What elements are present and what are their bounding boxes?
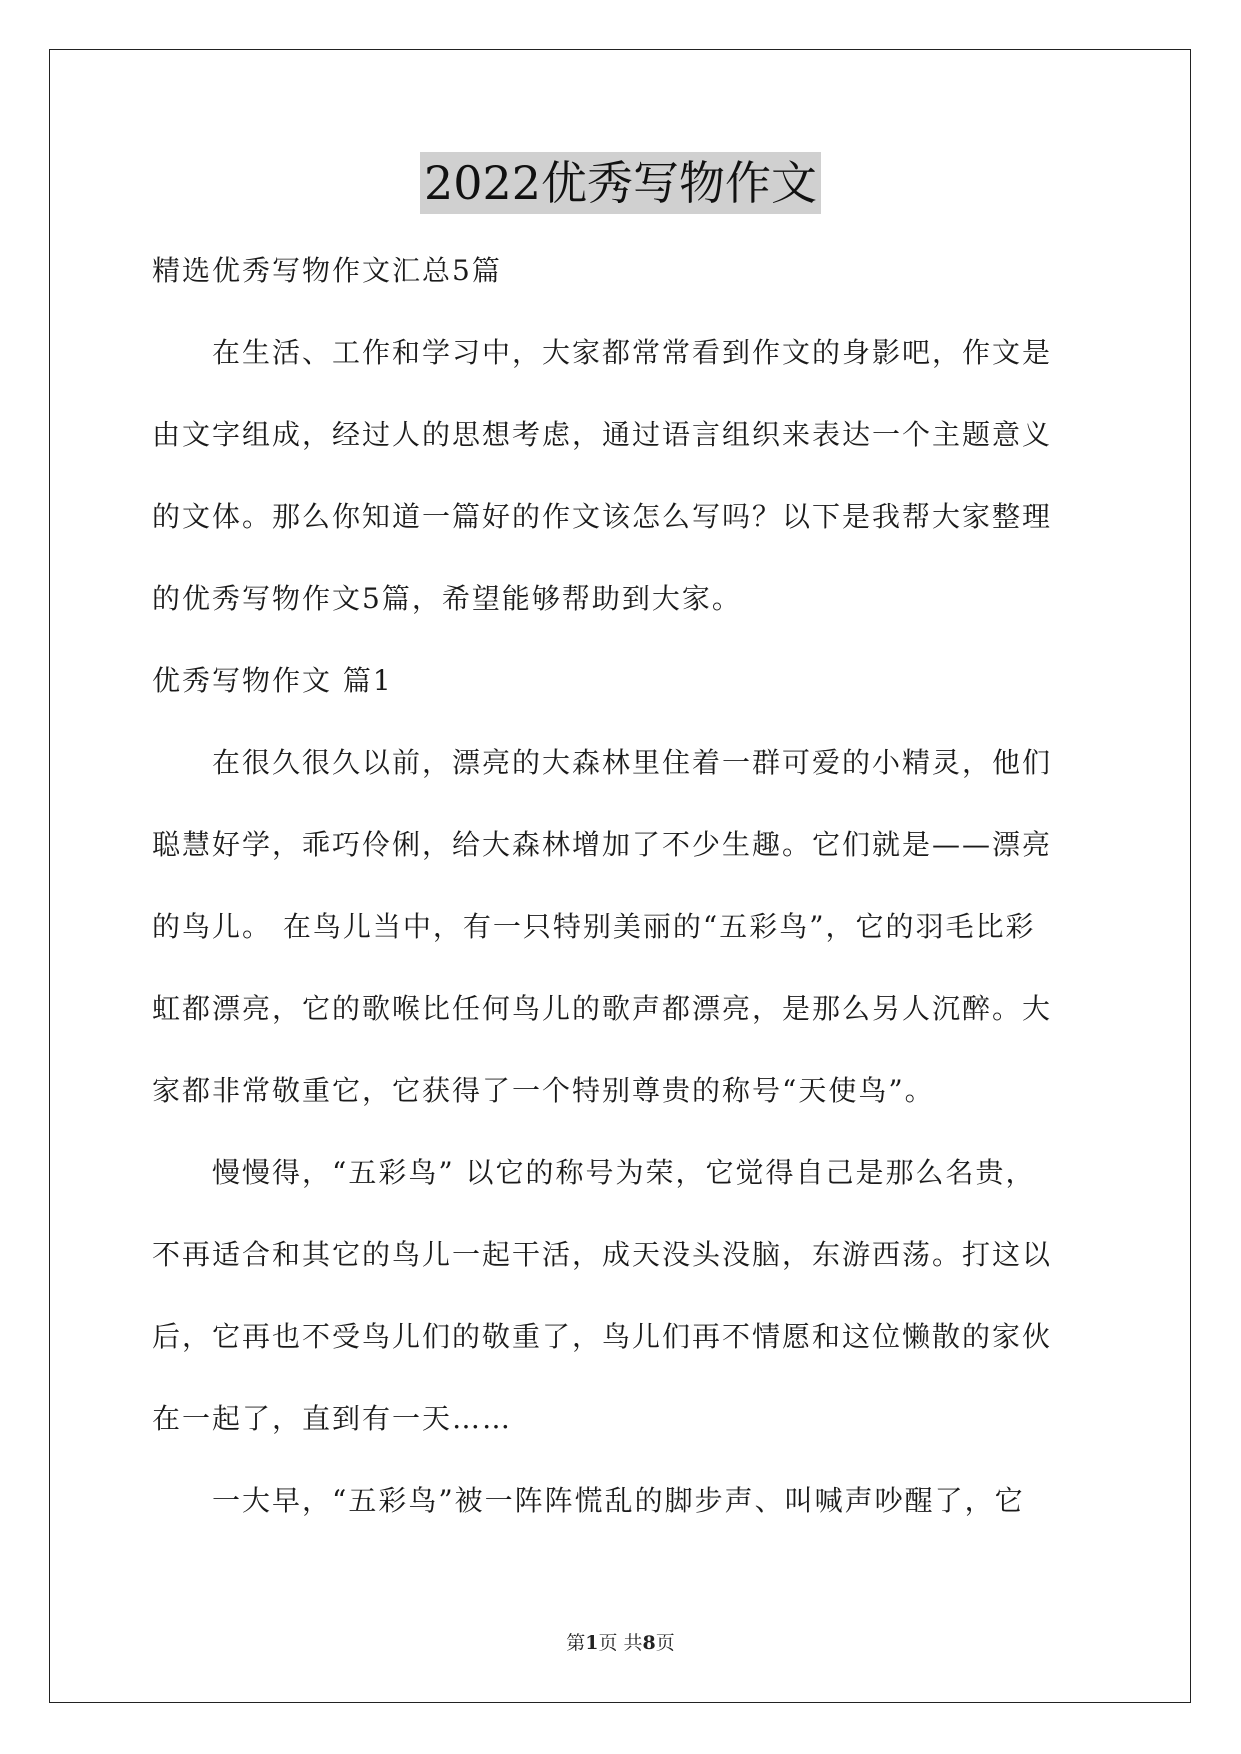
footer-middle: 页 共: [598, 1632, 643, 1654]
text-line: 后，它再也不受鸟儿们的敬重了，鸟儿们再不情愿和这位懒散的家伙: [152, 1320, 1053, 1353]
page-footer: [0, 1628, 1241, 1655]
footer-suffix: 页: [655, 1632, 675, 1654]
text-line: 的优秀写物作文5篇，希望能够帮助到大家。: [152, 582, 742, 615]
text-line: 慢慢得，“五彩鸟” 以它的称号为荣，它觉得自己是那么名贵，: [212, 1156, 1036, 1189]
text-line: 的文体。那么你知道一篇好的作文该怎么写吗？以下是我帮大家整理: [152, 500, 1053, 533]
text-line: 不再适合和其它的鸟儿一起干活，成天没头没脑，东游西荡。打这以: [152, 1238, 1053, 1271]
footer-total-pages: 8: [642, 1632, 656, 1654]
title-container: [0, 152, 1241, 214]
text-line: 的鸟儿。 在鸟儿当中，有一只特别美丽的“五彩鸟”，它的羽毛比彩: [152, 910, 1036, 943]
footer-page-number: 1: [585, 1632, 599, 1654]
text-line: 家都非常敬重它，它获得了一个特别尊贵的称号“天使鸟”。: [152, 1074, 935, 1107]
text-line: 在一起了，直到有一天……: [152, 1402, 513, 1435]
text-line: 在很久很久以前，漂亮的大森林里住着一群可爱的小精灵，他们: [212, 746, 1053, 779]
text-line: 在生活、工作和学习中，大家都常常看到作文的身影吧，作文是: [212, 336, 1053, 369]
text-line: 虹都漂亮，它的歌喉比任何鸟儿的歌声都漂亮，是那么另人沉醉。大: [152, 992, 1053, 1025]
text-line: 一大早，“五彩鸟”被一阵阵慌乱的脚步声、叫喊声吵醒了，它: [212, 1484, 1025, 1517]
document-body: [152, 230, 1092, 1542]
footer-prefix: 第: [566, 1632, 586, 1654]
text-line: 优秀写物作文 篇1: [152, 664, 393, 697]
document-title: 2022优秀写物作文: [420, 152, 821, 214]
text-line: 由文字组成，经过人的思想考虑，通过语言组织来表达一个主题意义: [152, 418, 1053, 451]
text-line: 精选优秀写物作文汇总5篇: [152, 254, 502, 287]
text-line: 聪慧好学，乖巧伶俐，给大森林增加了不少生趣。它们就是——漂亮: [152, 828, 1053, 861]
